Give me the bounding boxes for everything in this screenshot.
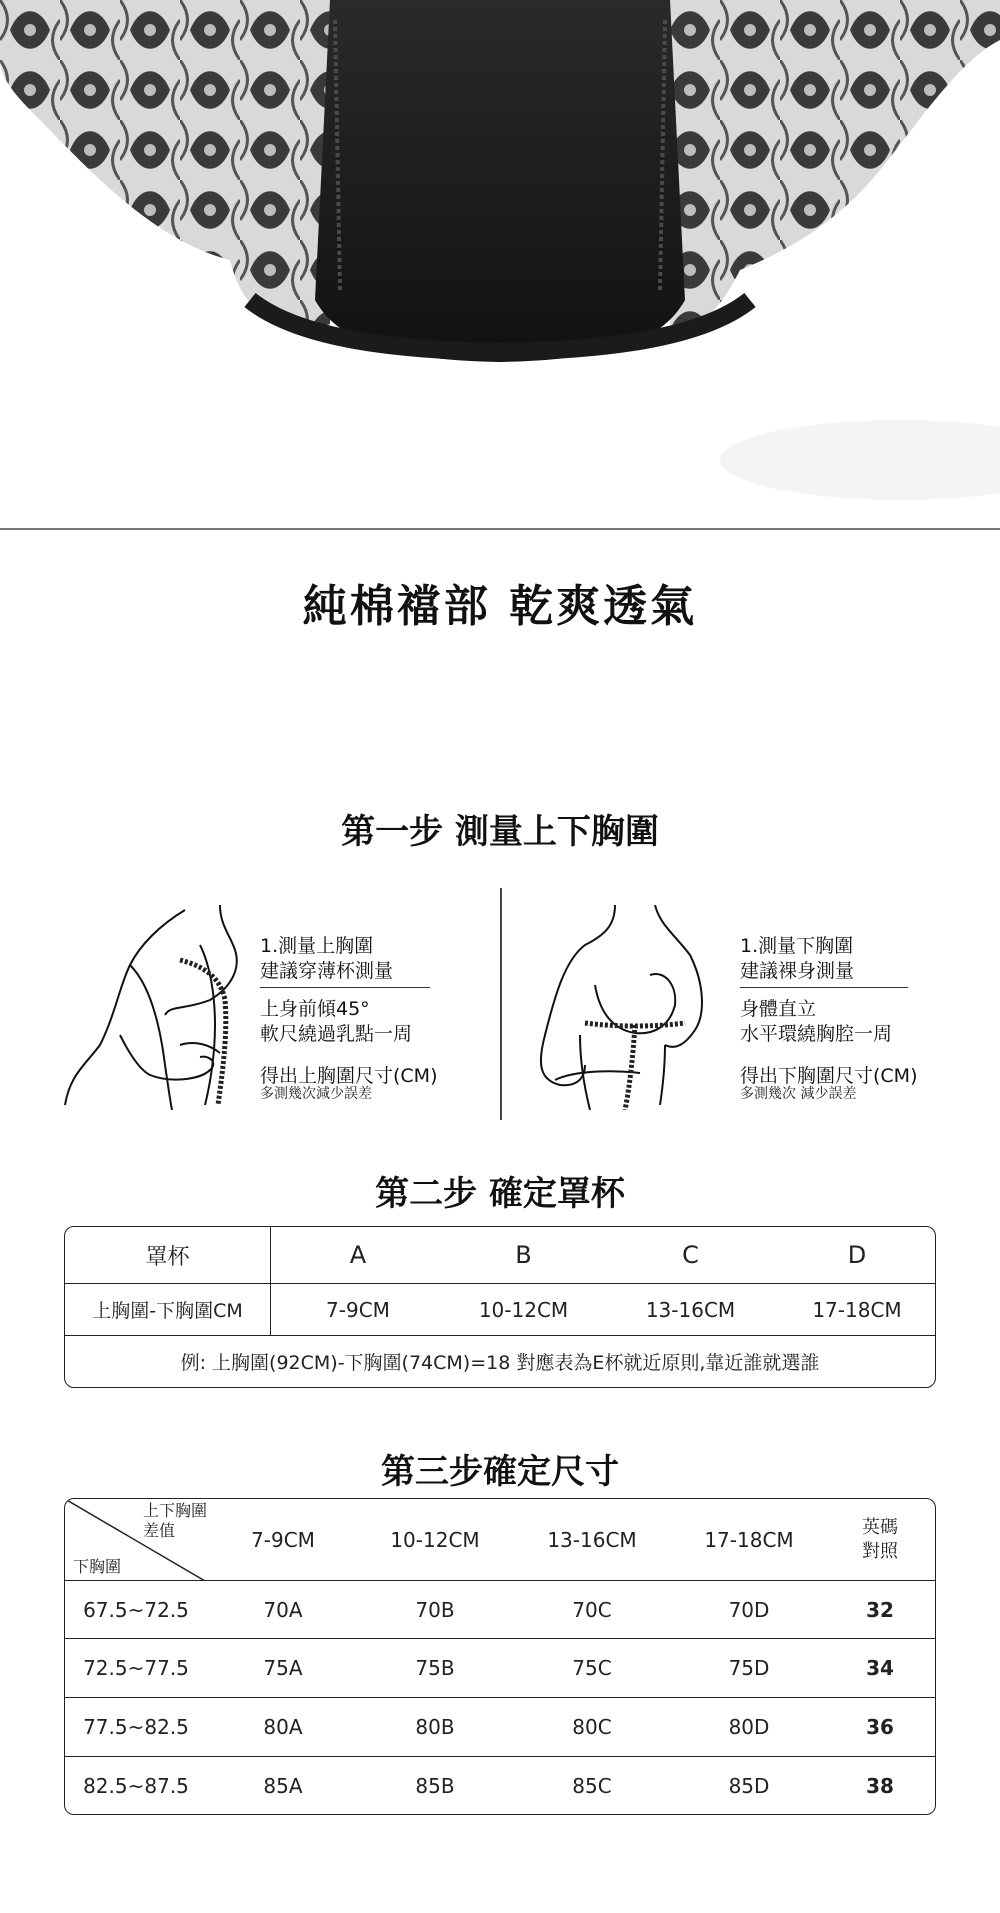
uk-header — [825, 1499, 935, 1581]
size-value: 75B — [359, 1639, 511, 1698]
size-value: 70D — [673, 1581, 825, 1639]
diff-col-4: 17-18CM — [673, 1499, 825, 1581]
size-value: 80C — [511, 1698, 673, 1757]
cup-d: D — [779, 1227, 935, 1284]
size-corner-cell — [65, 1499, 207, 1581]
under-bust-step-line5: 得出下胸圍尺寸(CM) — [740, 1065, 918, 1087]
under-bust-step-line1: 1.測量下胸圍 — [740, 935, 854, 957]
cup-range-c: 13-16CM — [602, 1284, 779, 1336]
uk-size-value: 32 — [825, 1581, 935, 1639]
step1-title: 第一步 測量上下胸圍 — [341, 812, 659, 852]
table-row — [65, 1757, 935, 1814]
under-bust-step-line2: 建議裸身測量 — [740, 960, 855, 982]
uk-size-value: 38 — [866, 1773, 894, 1798]
table-row — [65, 1639, 935, 1698]
upper-bust-illustration — [60, 905, 260, 1110]
cup-c: C — [602, 1227, 779, 1284]
corner-bottom-label: 下胸圍 — [73, 1557, 122, 1576]
under-bust-value: 82.5~87.5 — [83, 1773, 189, 1798]
size-value: 85D — [728, 1773, 770, 1798]
size-value: 80D — [673, 1698, 825, 1757]
upper-bust-note: 多測幾次減少誤差 — [260, 1086, 372, 1102]
step2-title: 第二步 確定罩杯 — [375, 1174, 625, 1214]
size-value: 85C — [572, 1773, 612, 1798]
cup-table — [64, 1226, 936, 1388]
cup-range-row — [65, 1284, 935, 1336]
table-row — [65, 1698, 935, 1757]
diff-col-3: 13-16CM — [511, 1499, 673, 1581]
under-bust-step-line3: 身體直立 — [740, 998, 817, 1020]
feature-title: 純棉襠部 乾爽透氣 — [302, 581, 698, 632]
cup-a: A — [271, 1227, 445, 1284]
uk-size-value: 36 — [825, 1698, 935, 1757]
size-value: 75A — [207, 1639, 359, 1698]
uk-size-value: 34 — [825, 1639, 935, 1698]
upper-bust-step-line5: 得出上胸圍尺寸(CM) — [260, 1065, 438, 1087]
size-table — [64, 1498, 936, 1815]
cup-range-a: 7-9CM — [271, 1284, 445, 1336]
corner-top-label: 上下胸圍 — [143, 1501, 208, 1520]
under-bust-value: 77.5~82.5 — [65, 1698, 207, 1757]
section-divider — [0, 528, 1000, 530]
cup-header-row — [65, 1227, 935, 1284]
cup-range-b: 10-12CM — [445, 1284, 602, 1336]
vertical-divider — [500, 888, 502, 1120]
upper-bust-step-line1: 1.測量上胸圍 — [260, 935, 374, 957]
size-value: 75D — [673, 1639, 825, 1698]
under-bust-value: 67.5~72.5 — [65, 1581, 207, 1639]
cup-b: B — [445, 1227, 602, 1284]
divider-line — [740, 987, 908, 988]
size-value: 80A — [207, 1698, 359, 1757]
cup-example-row — [65, 1336, 935, 1387]
cup-range-d: 17-18CM — [779, 1284, 935, 1336]
diff-col-2: 10-12CM — [359, 1499, 511, 1581]
size-value: 85B — [415, 1773, 455, 1798]
size-value: 80B — [359, 1698, 511, 1757]
size-header-row — [65, 1499, 935, 1581]
under-bust-step-line4: 水平環繞胸腔一周 — [740, 1023, 893, 1045]
size-value: 70A — [207, 1581, 359, 1639]
upper-bust-step-line4: 軟尺繞過乳點一周 — [260, 1023, 413, 1045]
under-bust-value: 72.5~77.5 — [65, 1639, 207, 1698]
upper-bust-step-line2: 建議穿薄杯測量 — [260, 960, 394, 982]
step3-title: 第三步確定尺寸 — [381, 1452, 619, 1492]
under-bust-note: 多測幾次 減少誤差 — [740, 1086, 857, 1102]
cup-range-label: 上胸圍-下胸圍CM — [65, 1284, 271, 1336]
cup-example-text: 例: 上胸圍(92CM)-下胸圍(74CM)=18 對應表為E杯就近原則,靠近誰就選誰 — [180, 1352, 820, 1374]
diff-col-1: 7-9CM — [207, 1499, 359, 1581]
size-value: 85A — [263, 1773, 303, 1798]
corner-top-label2: 差值 — [143, 1521, 176, 1540]
under-bust-illustration — [525, 905, 725, 1110]
uk-header-line2: 對照 — [862, 1540, 898, 1562]
product-photo — [0, 0, 1000, 525]
cup-header-label: 罩杯 — [65, 1227, 271, 1284]
size-value: 70C — [511, 1581, 673, 1639]
size-value: 70B — [359, 1581, 511, 1639]
uk-header-line1: 英碼 — [862, 1516, 898, 1538]
table-row — [65, 1581, 935, 1639]
size-value: 75C — [511, 1639, 673, 1698]
upper-bust-step-line3: 上身前傾45° — [260, 998, 370, 1020]
divider-line — [260, 987, 430, 988]
